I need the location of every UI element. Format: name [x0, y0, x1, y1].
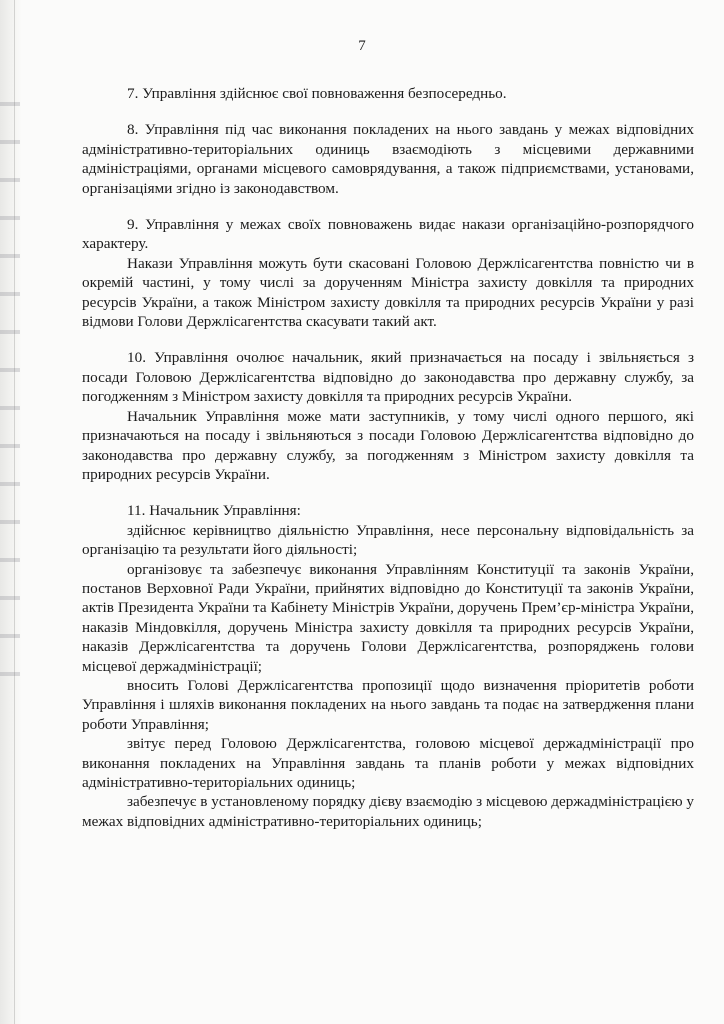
paragraph-8: 8. Управління під час виконання покладених на нього завдань у межах відповідних адміністративно-територіальних одиниць взаємодіють з місцевими державними адміністраціями, органами місцевого самоврядування, а також підприємствами, установами, організаціями згідно із законодавством. — [82, 121, 694, 197]
duty-interaction: забезпечує в установленому порядку дієву взаємодію з місцевою держадміністрацією у межах відповідних адміністративно-територіальних одиниць; — [82, 793, 694, 830]
paragraph-10: 10. Управління очолює начальник, який призначається на посаду і звільняється з посади Головою Держлісагентства відповідно до законодавства про державну службу, за погодженням з Міністром захисту довкілля та природних ресурсів України. — [82, 349, 694, 406]
bleed-through-marks — [0, 80, 20, 700]
duty-reports: звітує перед Головою Держлісагентства, головою місцевої держадміністрації про виконання покладених на Управління завдань та планів роботи у межах відповідних адміністративно-територіальних одиниць; — [82, 735, 694, 791]
paragraph-9-orders: Накази Управління можуть бути скасовані Головою Держлісагентства повністю чи в окремій частині, у тому числі за дорученням Міністра захисту довкілля та природних ресурсів України, а також Міністром захисту довкілля та природних ресурсів України у разі відмови Голови Держлісагентства скасувати такий акт. — [82, 254, 694, 331]
document-body — [82, 84, 694, 831]
paragraph-9: 9. Управління у межах своїх повноважень видає накази організаційно-розпорядчого характеру. — [82, 216, 694, 253]
page-number: 7 — [358, 38, 366, 54]
paragraph-10-deputies: Начальник Управління може мати заступників, у тому числі одного першого, які призначаються на посаду і звільняються з посади Головою Держлісагентства відповідно до законодавства про державну службу, за погодженням з Міністром захисту довкілля та природних ресурсів України. — [82, 407, 694, 483]
duty-management: здійснює керівництво діяльністю Управління, несе персональну відповідальність за організацію та результати його діяльності; — [82, 521, 694, 559]
duty-proposals: вносить Голові Держлісагентства пропозиції щодо визначення пріоритетів роботи Управління і шляхів виконання покладених на нього завдань та подає на затвердження плани роботи Управління; — [82, 676, 694, 733]
paragraph-7: 7. Управління здійснює свої повноваження безпосередньо. — [127, 85, 507, 102]
duty-execution: організовує та забезпечує виконання Управлінням Конституції та законів України, постанов Верховної Ради України, прийнятих відповідно до Конституції та законів України, актів Президента України та Кабінету Міністрів України, доручень Прем’єр-міністра України, наказів Міндовкілля, доручень Міністра захисту довкілля та природних ресурсів України, наказів Держлісагентства та доручень Голови Держлісагентства, розпоряджень голови місцевої держадміністрації; — [82, 560, 694, 675]
paragraph-11-heading: 11. Начальник Управління: — [127, 502, 301, 520]
